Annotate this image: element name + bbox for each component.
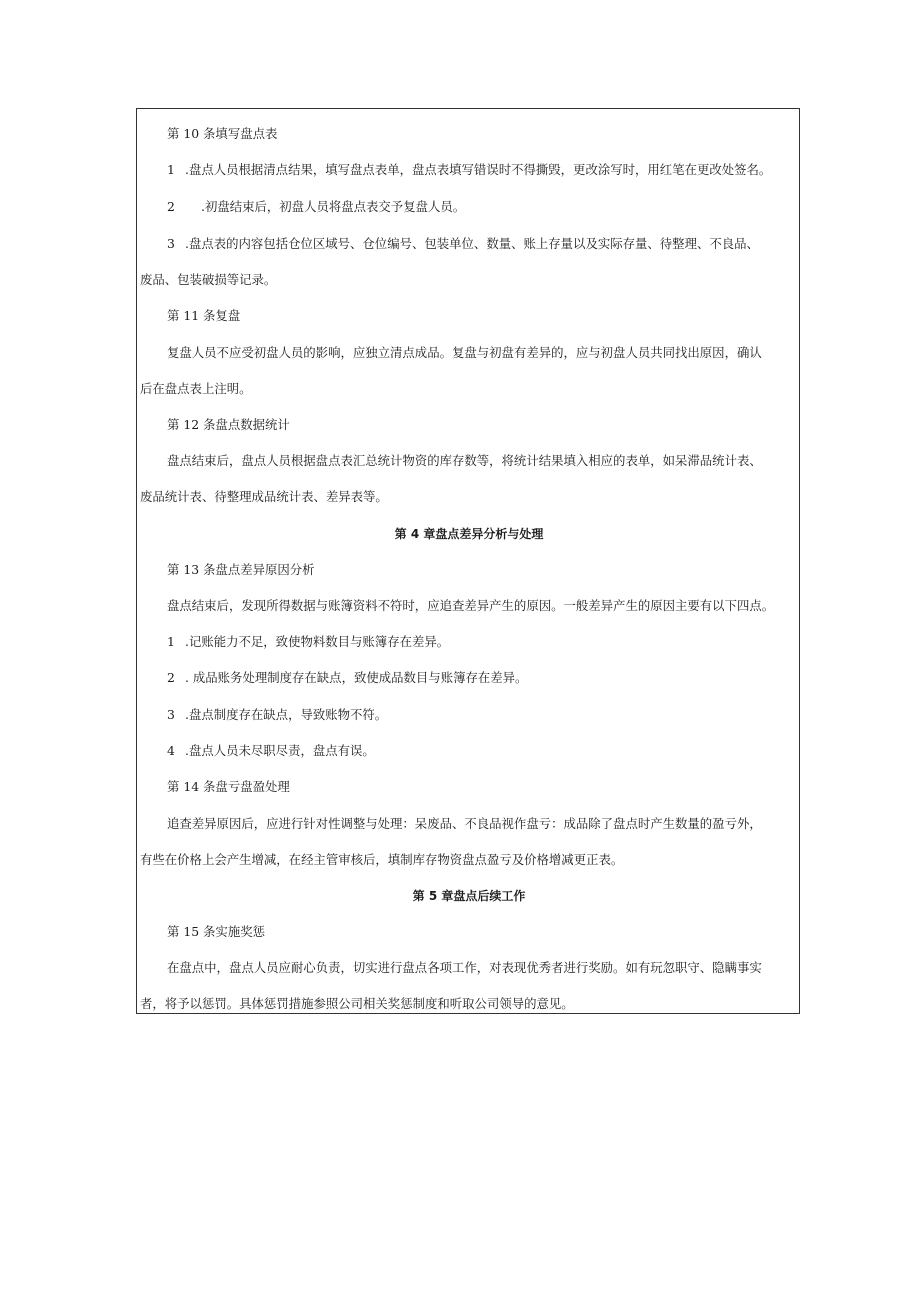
- article-12-paragraph: 盘点结束后，盘点人员根据盘点表汇总统计物资的库存数等，将统计结果填入相应的表单，如呆滞品统计表、: [167, 453, 762, 468]
- article-15-paragraph: 在盘点中，盘点人员应耐心负责，切实进行盘点各项工作，对表现优秀者进行奖励。如有玩忽职守、隐瞒事实: [167, 960, 762, 975]
- article-15-title: 第 15 条实施奖惩: [167, 924, 265, 939]
- article-11-title: 第 11 条复盘: [167, 308, 241, 323]
- article-12-title: 第 12 条盘点数据统计: [167, 417, 290, 432]
- article-13-item-4: [137, 742, 831, 760]
- item-number: 1: [167, 162, 175, 177]
- article-10-item-3-continued: 废品、包装破损等记录。: [140, 272, 277, 287]
- item-text: .记账能力不足，致使物料数目与账簿存在差异。: [185, 634, 450, 649]
- article-11-paragraph-continued: 后在盘点表上注明。: [140, 381, 252, 396]
- item-text: .初盘结束后，初盘人员将盘点表交予复盘人员。: [201, 199, 466, 214]
- item-text: .盘点人员根据清点结果，填写盘点表单，盘点表填写错误时不得撕毁，更改涂写时，用红笔在更改处签名。: [185, 162, 772, 177]
- chapter-5-heading: 第 5 章盘点后续工作: [412, 889, 526, 903]
- document-frame: [136, 108, 800, 1014]
- item-number: 2: [167, 670, 175, 685]
- article-10-title: 第 10 条填写盘点表: [167, 126, 278, 141]
- item-number: 1: [167, 634, 175, 649]
- article-12-paragraph-continued: 废品统计表、待整理成品统计表、差异表等。: [140, 489, 388, 504]
- article-13-title: 第 13 条盘点差异原因分析: [167, 562, 315, 577]
- item-text: . 成品账务处理制度存在缺点，致使成品数目与账簿存在差异。: [185, 670, 528, 685]
- article-10-item-2: [137, 198, 831, 216]
- item-text: .盘点制度存在缺点，导致账物不符。: [185, 707, 388, 722]
- article-14-paragraph: 追查差异原因后，应进行针对性调整与处理：呆废品、不良品视作盘亏：成品除了盘点时产生数量的盈亏外，: [167, 816, 762, 831]
- item-number: 2: [167, 199, 175, 214]
- article-10-item-3: [137, 235, 831, 253]
- article-10-item-1: [137, 161, 831, 179]
- item-number: 4: [167, 743, 175, 758]
- article-15-paragraph-continued: 者，将予以惩罚。具体惩罚措施参照公司相关奖惩制度和听取公司领导的意见。: [140, 996, 574, 1011]
- article-11-paragraph: 复盘人员不应受初盘人员的影响，应独立清点成品。复盘与初盘有差异的，应与初盘人员共同找出原因，确认: [167, 345, 762, 360]
- item-number: 3: [167, 707, 175, 722]
- item-text: .盘点人员未尽职尽责，盘点有误。: [185, 743, 375, 758]
- article-13-item-3: [137, 706, 831, 724]
- article-14-title: 第 14 条盘亏盘盈处理: [167, 779, 290, 794]
- item-number: 3: [167, 236, 175, 251]
- article-13-paragraph: 盘点结束后，发现所得数据与账簿资料不符时，应追查差异产生的原因。一般差异产生的原因主要有以下四点。: [167, 598, 775, 613]
- article-13-item-2: [137, 669, 831, 687]
- chapter-4-heading: 第 4 章盘点差异分析与处理: [394, 527, 544, 541]
- article-14-paragraph-continued: 有些在价格上会产生增减，在经主管审核后，填制库存物资盘点盈亏及价格增减更正表。: [140, 852, 624, 867]
- article-13-item-1: [137, 633, 831, 651]
- item-text: .盘点表的内容包括仓位区域号、仓位编号、包装单位、数量、账上存量以及实际存量、待整理、不良品、: [185, 236, 759, 251]
